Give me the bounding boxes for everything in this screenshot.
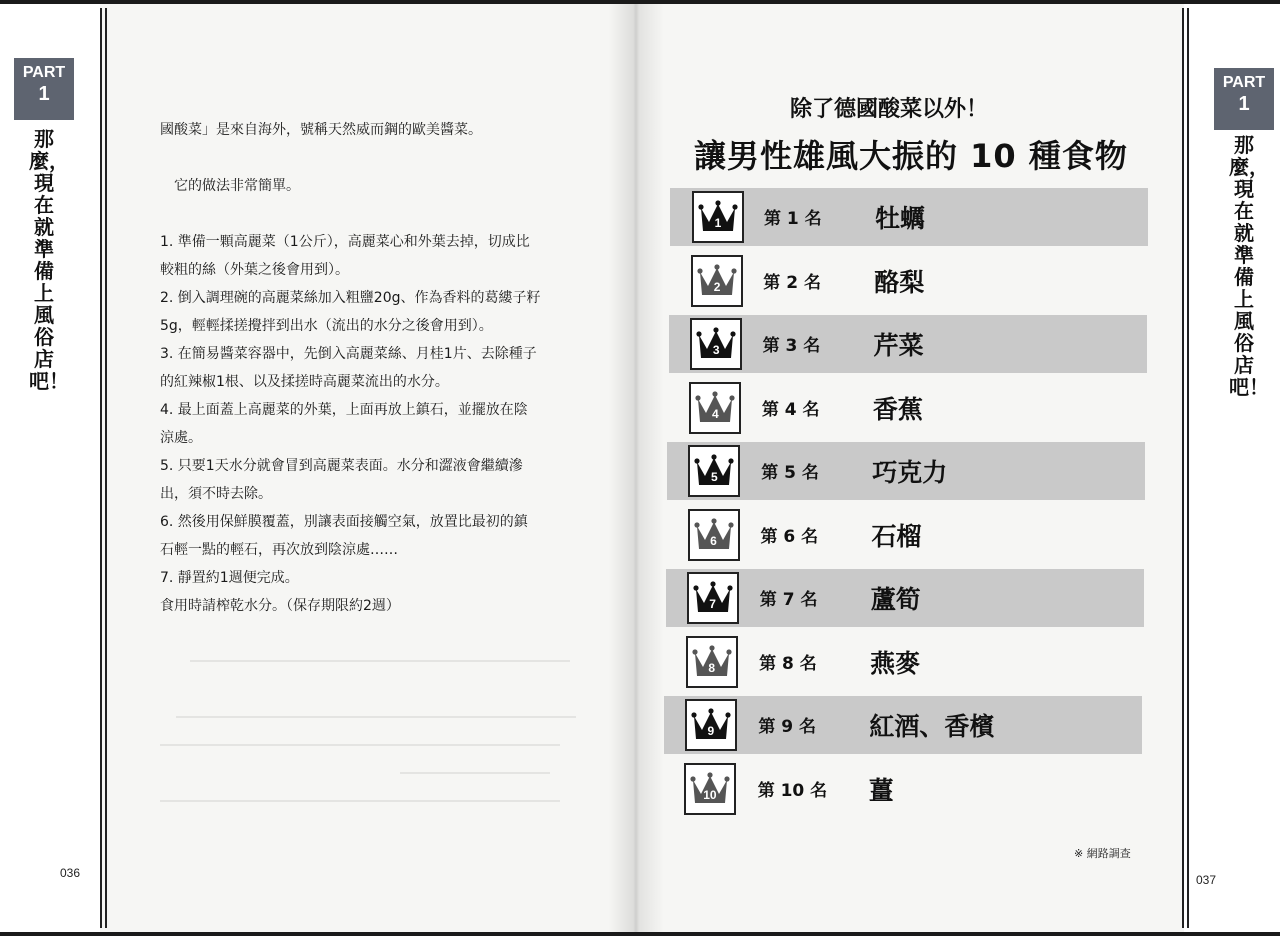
crown-icon — [684, 763, 736, 815]
page-number-right: 037 — [1196, 873, 1217, 887]
part-label: PART — [22, 64, 66, 81]
right-margin-rule — [1182, 8, 1184, 928]
crown-number: 7 — [709, 597, 716, 611]
text-line: 6. 然後用保鮮膜覆蓋，別讓表面接觸空氣，放置比最初的鎮 — [160, 514, 528, 530]
part-number: 1 — [38, 83, 50, 105]
ranking-subtitle: 除了德國酸菜以外！ — [790, 97, 989, 122]
crown-number: 6 — [710, 533, 717, 548]
crown-number: 10 — [703, 787, 717, 802]
text-line: 國酸菜」是來自海外，號稱天然威而鋼的歐美醬菜。 — [160, 122, 482, 138]
rank-label: 第 1 名 — [764, 209, 822, 229]
crown-icon — [688, 445, 740, 497]
text-line — [160, 200, 600, 228]
right-margin-rule-inner — [1187, 8, 1189, 928]
text-line: 食用時請榨乾水分。（保存期限約2週） — [160, 598, 400, 614]
food-name: 芹菜 — [873, 331, 924, 360]
ranking-row — [667, 506, 1145, 564]
side-title-left: 那麼，現在就準備上風俗店吧！ — [29, 127, 69, 393]
crown-icon — [688, 509, 740, 561]
book-gutter — [608, 4, 664, 932]
food-name: 薑 — [868, 775, 894, 805]
food-name: 巧克力 — [872, 458, 948, 487]
part-badge-left — [14, 58, 74, 120]
text-line: 2. 倒入調理碗的高麗菜絲加入粗鹽20g、作為香料的葛縷子籽 — [160, 290, 541, 306]
ranking-row — [669, 315, 1147, 373]
left-margin-rule — [100, 8, 102, 928]
ranking-row — [667, 442, 1145, 500]
crown-number: 1 — [714, 216, 722, 230]
crown-number: 4 — [711, 406, 719, 421]
ranking-title: 讓男性雄風大振的 10 種食物 — [694, 137, 1128, 175]
ranking-row — [666, 569, 1144, 627]
part-number: 1 — [1238, 93, 1250, 115]
ranking-row — [669, 252, 1147, 310]
crown-icon — [690, 318, 742, 370]
part-badge-right — [1214, 68, 1274, 130]
food-name: 蘆筍 — [870, 585, 921, 614]
crown-number: 3 — [712, 343, 720, 357]
text-line: 3. 在簡易醬菜容器中，先倒入高麗菜絲、月桂1片、去除種子 — [160, 346, 537, 362]
crown-number: 2 — [713, 279, 721, 294]
text-line: 涼處。 — [160, 430, 202, 446]
text-line: 出，須不時去除。 — [160, 486, 272, 502]
page-number-left: 036 — [60, 866, 81, 880]
food-name: 香蕉 — [872, 394, 923, 424]
crown-number: 8 — [708, 660, 716, 675]
crown-number: 5 — [711, 470, 718, 484]
food-name: 牡蠣 — [875, 204, 926, 233]
food-name: 酪梨 — [874, 267, 925, 297]
crown-icon — [692, 191, 744, 243]
ranking-row — [670, 188, 1148, 246]
part-label: PART — [1222, 74, 1266, 91]
rank-label: 第 5 名 — [761, 463, 819, 483]
text-line: 5g，輕輕揉搓攪拌到出水（流出的水分之後會用到）。 — [160, 318, 493, 334]
left-margin-rule-inner — [105, 8, 107, 928]
rank-label: 第 4 名 — [761, 399, 820, 420]
body-text — [160, 116, 600, 620]
crown-icon — [685, 699, 737, 751]
rank-label: 第 6 名 — [760, 526, 819, 547]
ranking-row — [664, 760, 1142, 818]
text-line: 5. 只要1天水分就會冒到高麗菜表面。水分和澀液會繼續滲 — [160, 458, 523, 474]
show-through-line — [400, 772, 550, 774]
text-line: 4. 最上面蓋上高麗菜的外葉，上面再放上鎮石，並擺放在陰 — [160, 402, 528, 418]
crown-icon — [687, 572, 739, 624]
text-line: 的紅辣椒1根、以及揉搓時高麗菜流出的水分。 — [160, 374, 449, 390]
food-name: 紅酒、香檳 — [869, 712, 995, 741]
rank-label: 第 2 名 — [763, 272, 821, 293]
crown-icon — [686, 636, 738, 688]
show-through-line — [160, 800, 560, 802]
rank-label: 第 3 名 — [762, 336, 821, 356]
footnote: ※ 網路調查 — [1074, 847, 1131, 860]
food-name: 石榴 — [871, 521, 922, 551]
rank-label: 第 10 名 — [757, 780, 828, 801]
rank-label: 第 9 名 — [758, 717, 817, 737]
text-line: 它的做法非常簡單。 — [160, 178, 300, 194]
show-through-line — [190, 660, 570, 662]
crown-icon — [689, 382, 741, 434]
side-title-right: 那麼，現在就準備上風俗店吧！ — [1229, 133, 1269, 399]
text-line: 1. 準備一顆高麗菜（1公斤），高麗菜心和外葉去掉，切成比 — [160, 234, 530, 250]
rank-label: 第 8 名 — [759, 653, 817, 674]
crown-icon — [691, 255, 743, 307]
text-line: 較粗的絲（外葉之後會用到）。 — [160, 262, 349, 278]
crown-number: 9 — [707, 724, 715, 738]
show-through-line — [176, 716, 576, 718]
show-through-line — [160, 744, 560, 746]
ranking-row — [668, 379, 1146, 437]
text-line — [160, 144, 600, 172]
text-line: 石輕一點的輕石，再次放到陰涼處…… — [160, 542, 398, 558]
rank-label: 第 7 名 — [759, 590, 818, 610]
food-name: 燕麥 — [870, 648, 921, 678]
ranking-row — [665, 633, 1143, 691]
text-line: 7. 靜置約1週便完成。 — [160, 570, 299, 586]
ranking-row — [664, 696, 1142, 754]
